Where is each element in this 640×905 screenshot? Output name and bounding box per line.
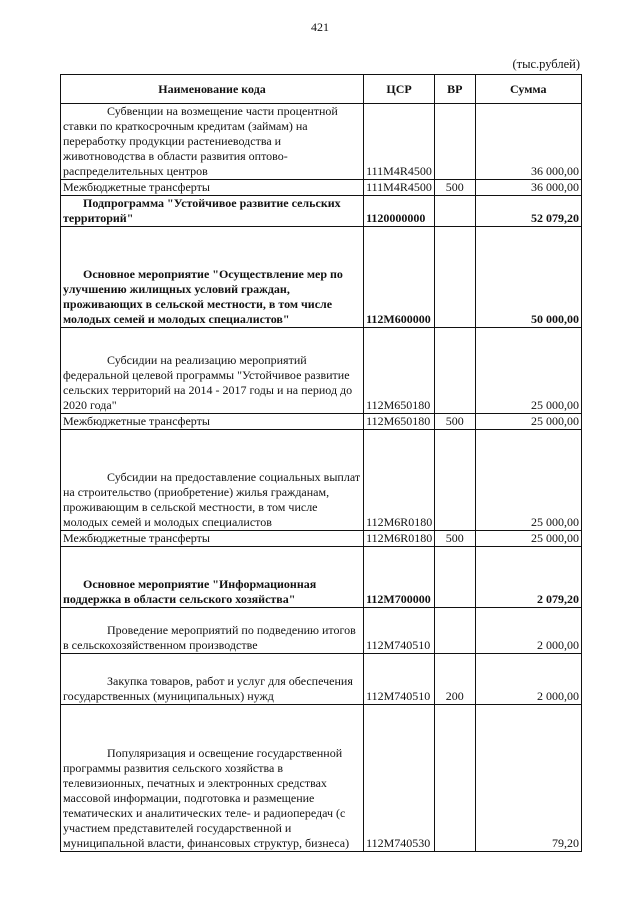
- row-sum: 25 000,00: [475, 531, 581, 547]
- row-csr: 112M6R0180: [364, 430, 435, 531]
- row-name: Основное мероприятие "Информационная поддержка в области сельского хозяйства": [61, 547, 364, 608]
- table-row: [61, 705, 582, 852]
- row-name: Межбюджетные трансферты: [61, 414, 364, 430]
- row-csr: 112M650180: [364, 414, 435, 430]
- row-name: Проведение мероприятий по подведению итогов в сельскохозяйственном производстве: [61, 608, 364, 654]
- row-vr: [435, 227, 476, 328]
- table-header-row: [61, 75, 582, 104]
- row-csr: 111M4R4500: [364, 180, 435, 196]
- table-row: [61, 104, 582, 180]
- row-vr: [435, 104, 476, 180]
- row-sum: 25 000,00: [475, 328, 581, 414]
- table-row: [61, 547, 582, 608]
- row-sum: 2 079,20: [475, 547, 581, 608]
- row-sum: 52 079,20: [475, 196, 581, 227]
- units-label: (тыс.рублей): [512, 57, 580, 71]
- table-row: [61, 196, 582, 227]
- table-row: [61, 430, 582, 531]
- row-csr: 1120000000: [364, 196, 435, 227]
- row-vr: [435, 328, 476, 414]
- row-sum: 36 000,00: [475, 180, 581, 196]
- row-vr: 500: [435, 180, 476, 196]
- row-name: Субсидии на реализацию мероприятий федеральной целевой программы "Устойчивое развитие сельских территорий на 2014 - 2017 годы и на период до 2020 года": [61, 328, 364, 414]
- row-name: Межбюджетные трансферты: [61, 531, 364, 547]
- table-row: [61, 531, 582, 547]
- row-name: Закупка товаров, работ и услуг для обеспечения государственных (муниципальных) нужд: [61, 654, 364, 705]
- table-row: [61, 328, 582, 414]
- header-sum: Сумма: [475, 75, 581, 104]
- table-row: [61, 180, 582, 196]
- table-row: [61, 608, 582, 654]
- row-name: Субвенции на возмещение части процентной ставки по краткосрочным кредитам (займам) на переработку продукции растениеводства и животноводства в области развития оптово-распределительных центров: [61, 104, 364, 180]
- row-csr: 112M740530: [364, 705, 435, 852]
- header-vr: ВР: [435, 75, 476, 104]
- row-vr: 500: [435, 414, 476, 430]
- row-sum: 25 000,00: [475, 414, 581, 430]
- row-name: Основное мероприятие "Осуществление мер по улучшению жилищных условий граждан, проживающих в сельской местности, в том числе молодых семей и молодых специалистов": [61, 227, 364, 328]
- row-csr: 112M740510: [364, 654, 435, 705]
- row-csr: 112M600000: [364, 227, 435, 328]
- row-csr: 112M6R0180: [364, 531, 435, 547]
- row-name: Популяризация и освещение государственной программы развития сельского хозяйства в телевизионных, печатных и электронных средствах массовой информации, подготовка и размещение тематических и аналитических теле- и радиопередач (с участием представителей государственной и муниципальной власти, финансовых структур, бизнеса): [61, 705, 364, 852]
- row-sum: 25 000,00: [475, 430, 581, 531]
- row-name: Субсидии на предоставление социальных выплат на строительство (приобретение) жилья гражданам, проживающим в сельской местности, в том числе молодых семей и молодых специалистов: [61, 430, 364, 531]
- row-vr: [435, 705, 476, 852]
- table-row: [61, 654, 582, 705]
- row-vr: 200: [435, 654, 476, 705]
- row-name: Подпрограмма "Устойчивое развитие сельских территорий": [61, 196, 364, 227]
- row-vr: [435, 608, 476, 654]
- row-name: Межбюджетные трансферты: [61, 180, 364, 196]
- page-number: 421: [311, 20, 329, 34]
- row-sum: 2 000,00: [475, 654, 581, 705]
- row-sum: 79,20: [475, 705, 581, 852]
- table-row: [61, 414, 582, 430]
- row-sum: 50 000,00: [475, 227, 581, 328]
- row-csr: 111M4R4500: [364, 104, 435, 180]
- row-sum: 2 000,00: [475, 608, 581, 654]
- budget-table: [60, 74, 582, 852]
- header-csr: ЦСР: [364, 75, 435, 104]
- row-vr: [435, 547, 476, 608]
- row-csr: 112M740510: [364, 608, 435, 654]
- row-csr: 112M700000: [364, 547, 435, 608]
- row-vr: [435, 196, 476, 227]
- row-vr: 500: [435, 531, 476, 547]
- header-name: Наименование кода: [61, 75, 364, 104]
- table-row: [61, 227, 582, 328]
- row-vr: [435, 430, 476, 531]
- row-sum: 36 000,00: [475, 104, 581, 180]
- row-csr: 112M650180: [364, 328, 435, 414]
